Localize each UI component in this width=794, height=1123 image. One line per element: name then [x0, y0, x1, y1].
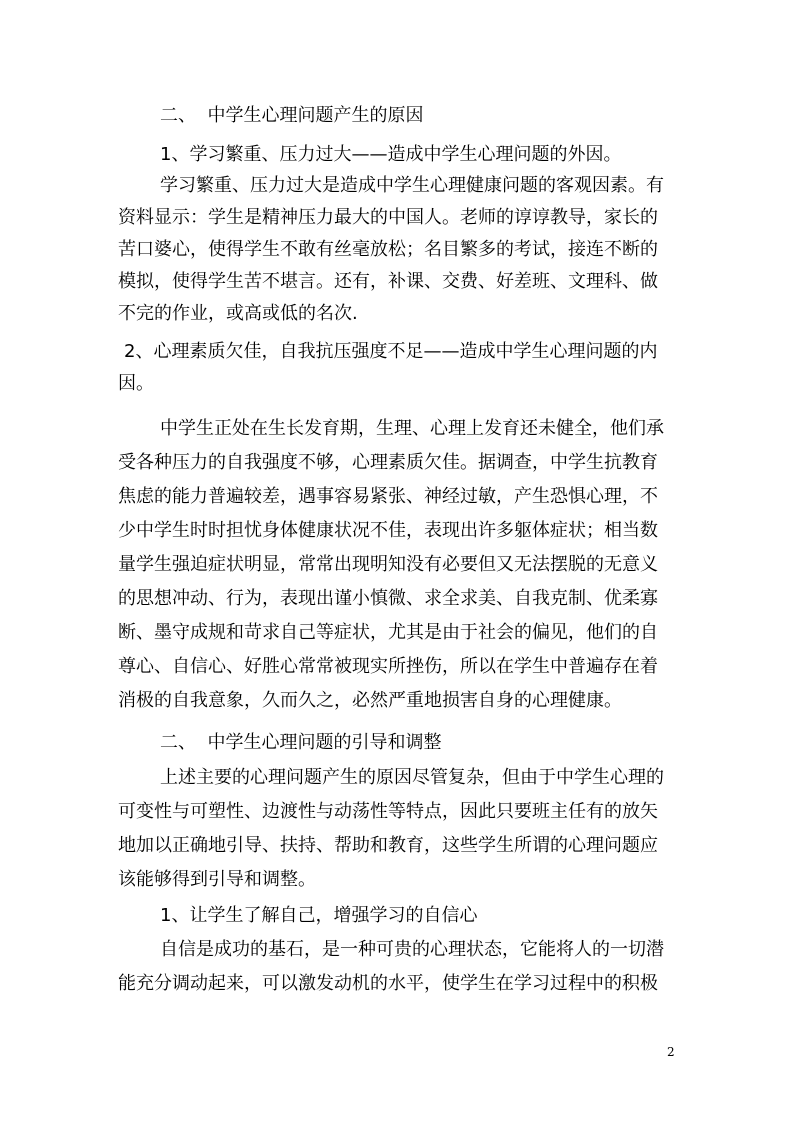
paragraph-line: 能充分调动起来，可以激发动机的水平，使学生在学习过程中的积极 — [118, 973, 658, 994]
subheading-self-confidence: 1、让学生了解自己，增强学习的自信心 — [160, 905, 478, 926]
paragraph-line: 量学生强迫症状明显，常常出现明知没有必要但又无法摆脱的无意义 — [118, 554, 658, 575]
paragraph-line: 断、墨守成规和苛求自己等症状，尤其是由于社会的偏见，他们的自 — [118, 622, 658, 643]
paragraph-line: 因。 — [118, 373, 154, 394]
paragraph-line: 苦口婆心，使得学生不敢有丝毫放松；名目繁多的考试，接连不断的 — [118, 239, 658, 260]
section-heading-causes: 二、 中学生心理问题产生的原因 — [160, 105, 424, 126]
section-heading-guidance: 二、 中学生心理问题的引导和调整 — [160, 732, 442, 753]
paragraph-line: 该能够得到引导和调整。 — [118, 869, 316, 890]
paragraph-line: 上述主要的心理问题产生的原因尽管复杂，但由于中学生心理的 — [160, 767, 664, 788]
paragraph-line: 焦虑的能力普遍较差，遇事容易紧张、神经过敏，产生恐惧心理，不 — [118, 486, 658, 507]
paragraph-line: 地加以正确地引导、扶持、帮助和教育，这些学生所谓的心理问题应 — [118, 835, 658, 856]
paragraph-line: 可变性与可塑性、边渡性与动荡性等特点，因此只要班主任有的放矢 — [118, 801, 658, 822]
paragraph-line: 尊心、自信心、好胜心常常被现实所挫伤，所以在学生中普遍存在着 — [118, 656, 658, 677]
paragraph-line: 受各种压力的自我强度不够，心理素质欠佳。据调查，中学生抗教育 — [118, 452, 658, 473]
paragraph-line: 中学生正处在生长发育期，生理、心理上发育还未健全，他们承 — [160, 418, 664, 439]
paragraph-line: 消极的自我意象，久而久之，必然严重地损害自身的心理健康。 — [118, 690, 622, 711]
paragraph-line: 资料显示：学生是精神压力最大的中国人。老师的谆谆教导，家长的 — [118, 207, 658, 228]
subheading-external-cause: 1、学习繁重、压力过大——造成中学生心理问题的外因。 — [160, 144, 622, 165]
subheading-internal-cause: 2、心理素质欠佳，自我抗压强度不足——造成中学生心理问题的内 — [124, 341, 658, 362]
paragraph-line: 不完的作业，或高或低的名次. — [118, 303, 358, 324]
paragraph-line: 学习繁重、压力过大是造成中学生心理健康问题的客观因素。有 — [160, 175, 664, 196]
paragraph-line: 模拟，使得学生苦不堪言。还有，补课、交费、好差班、文理科、做 — [118, 271, 658, 292]
paragraph-line: 少中学生时时担忧身体健康状况不佳，表现出许多躯体症状；相当数 — [118, 520, 658, 541]
paragraph-line: 的思想冲动、行为，表现出谨小慎微、求全求美、自我克制、优柔寡 — [118, 588, 658, 609]
page-number: 2 — [667, 1045, 675, 1059]
paragraph-line: 自信是成功的基石，是一种可贵的心理状态，它能将人的一切潜 — [160, 939, 664, 960]
